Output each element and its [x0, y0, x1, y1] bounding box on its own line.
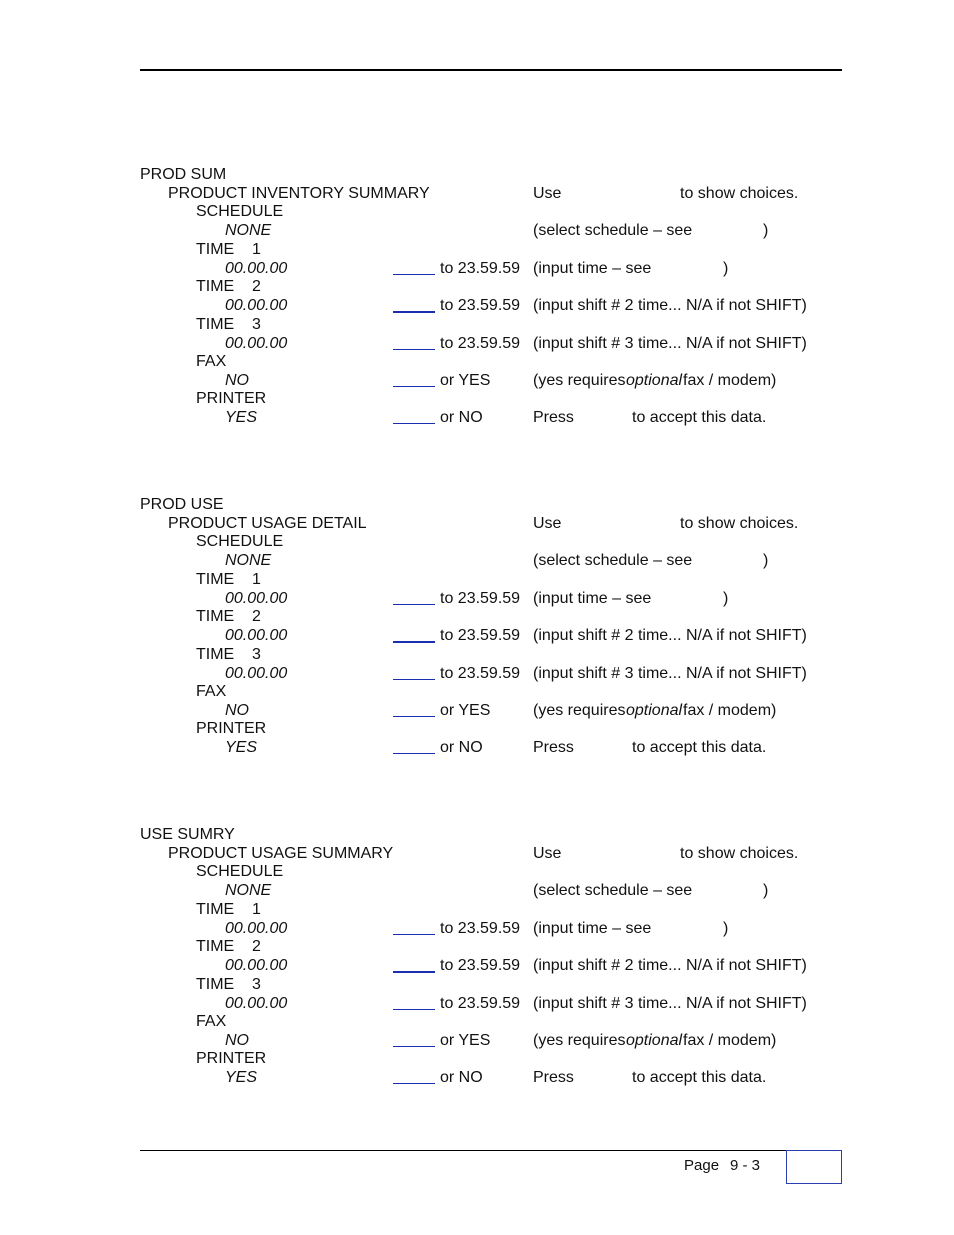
time-entry-blank — [393, 1009, 435, 1010]
time-value: 00.00.00 — [225, 297, 288, 314]
show-choices-text: to show choices. — [680, 185, 799, 202]
time-range: to 23.59.59 — [440, 590, 521, 607]
close-paren: ) — [723, 590, 729, 607]
time-entry-blank — [393, 971, 435, 973]
section-title: PRODUCT INVENTORY SUMMARY — [168, 185, 430, 202]
fax-note-optional: optional — [626, 1032, 683, 1049]
page-tab-box — [786, 1150, 842, 1184]
press-text: Press — [533, 739, 574, 756]
time-range: to 23.59.59 — [440, 920, 521, 937]
printer-value: YES — [225, 409, 258, 426]
report-section — [0, 165, 954, 465]
section-code: PROD USE — [140, 496, 224, 513]
section-title: PRODUCT USAGE SUMMARY — [168, 845, 394, 862]
fax-alt: or YES — [440, 1032, 491, 1049]
time-range: to 23.59.59 — [440, 627, 521, 644]
shift3-note: (input shift # 3 time... N/A if not SHIFT) — [533, 335, 807, 352]
close-paren: ) — [723, 260, 729, 277]
time-range: to 23.59.59 — [440, 297, 521, 314]
shift3-note: (input shift # 3 time... N/A if not SHIFT) — [533, 665, 807, 682]
section-title: PRODUCT USAGE DETAIL — [168, 515, 367, 532]
shift3-note: (input shift # 3 time... N/A if not SHIFT) — [533, 995, 807, 1012]
select-schedule-note: (select schedule – see — [533, 222, 693, 239]
time-range: to 23.59.59 — [440, 260, 521, 277]
section-code: USE SUMRY — [140, 826, 235, 843]
printer-value: YES — [225, 739, 258, 756]
fax-entry-blank — [393, 716, 435, 717]
time-value: 00.00.00 — [225, 665, 288, 682]
time-entry-blank — [393, 679, 435, 680]
time-value: 00.00.00 — [225, 260, 288, 277]
input-time-note: (input time – see — [533, 920, 652, 937]
printer-alt: or NO — [440, 409, 483, 426]
footer-rule — [140, 1150, 842, 1151]
time-range: to 23.59.59 — [440, 995, 521, 1012]
schedule-label: SCHEDULE — [196, 203, 284, 220]
time-value: 00.00.00 — [225, 957, 288, 974]
fax-note-optional: optional — [626, 372, 683, 389]
time-value: 00.00.00 — [225, 995, 288, 1012]
time-label: TIME — [196, 976, 235, 993]
time-number: 2 — [252, 278, 261, 295]
schedule-value: NONE — [225, 552, 272, 569]
time-label: TIME — [196, 278, 235, 295]
fax-value: NO — [225, 372, 249, 389]
fax-label: FAX — [196, 353, 227, 370]
time-label: TIME — [196, 241, 235, 258]
input-time-note: (input time – see — [533, 590, 652, 607]
schedule-label: SCHEDULE — [196, 863, 284, 880]
time-number: 2 — [252, 608, 261, 625]
use-text: Use — [533, 845, 562, 862]
report-section — [0, 825, 954, 1125]
printer-alt: or NO — [440, 1069, 483, 1086]
fax-label: FAX — [196, 1013, 227, 1030]
accept-text: to accept this data. — [632, 739, 767, 756]
printer-label: PRINTER — [196, 720, 267, 737]
press-text: Press — [533, 409, 574, 426]
report-section — [0, 495, 954, 795]
show-choices-text: to show choices. — [680, 515, 799, 532]
printer-value: YES — [225, 1069, 258, 1086]
close-paren: ) — [763, 222, 769, 239]
section-code: PROD SUM — [140, 166, 227, 183]
fax-entry-blank — [393, 386, 435, 387]
shift2-note: (input shift # 2 time... N/A if not SHIFT) — [533, 957, 807, 974]
printer-label: PRINTER — [196, 390, 267, 407]
fax-note-post: fax / modem) — [683, 372, 777, 389]
printer-label: PRINTER — [196, 1050, 267, 1067]
shift2-note: (input shift # 2 time... N/A if not SHIFT) — [533, 627, 807, 644]
select-schedule-note: (select schedule – see — [533, 882, 693, 899]
printer-entry-blank — [393, 1083, 435, 1084]
input-time-note: (input time – see — [533, 260, 652, 277]
fax-label: FAX — [196, 683, 227, 700]
select-schedule-note: (select schedule – see — [533, 552, 693, 569]
time-range: to 23.59.59 — [440, 335, 521, 352]
printer-entry-blank — [393, 423, 435, 424]
page-label: Page — [684, 1157, 720, 1174]
time-label: TIME — [196, 316, 235, 333]
fax-alt: or YES — [440, 372, 491, 389]
fax-note-pre: (yes requires — [533, 372, 626, 389]
close-paren: ) — [763, 882, 769, 899]
printer-entry-blank — [393, 753, 435, 754]
fax-note-pre: (yes requires — [533, 702, 626, 719]
time-range: to 23.59.59 — [440, 665, 521, 682]
fax-note-post: fax / modem) — [683, 1032, 777, 1049]
fax-note-optional: optional — [626, 702, 683, 719]
press-text: Press — [533, 1069, 574, 1086]
schedule-value: NONE — [225, 222, 272, 239]
show-choices-text: to show choices. — [680, 845, 799, 862]
time-number: 3 — [252, 646, 261, 663]
accept-text: to accept this data. — [632, 409, 767, 426]
fax-value: NO — [225, 702, 249, 719]
fax-note-pre: (yes requires — [533, 1032, 626, 1049]
time-entry-blank — [393, 349, 435, 350]
fax-entry-blank — [393, 1046, 435, 1047]
fax-note-post: fax / modem) — [683, 702, 777, 719]
time-label: TIME — [196, 938, 235, 955]
page-number: 9 - 3 — [730, 1157, 761, 1174]
time-number: 1 — [252, 571, 261, 588]
time-value: 00.00.00 — [225, 627, 288, 644]
time-label: TIME — [196, 901, 235, 918]
time-value: 00.00.00 — [225, 590, 288, 607]
time-value: 00.00.00 — [225, 920, 288, 937]
use-text: Use — [533, 185, 562, 202]
time-label: TIME — [196, 646, 235, 663]
time-entry-blank — [393, 641, 435, 643]
time-entry-blank — [393, 604, 435, 605]
accept-text: to accept this data. — [632, 1069, 767, 1086]
close-paren: ) — [763, 552, 769, 569]
time-range: to 23.59.59 — [440, 957, 521, 974]
schedule-value: NONE — [225, 882, 272, 899]
shift2-note: (input shift # 2 time... N/A if not SHIFT) — [533, 297, 807, 314]
time-entry-blank — [393, 274, 435, 275]
time-number: 1 — [252, 901, 261, 918]
time-entry-blank — [393, 311, 435, 313]
time-number: 3 — [252, 316, 261, 333]
time-number: 2 — [252, 938, 261, 955]
close-paren: ) — [723, 920, 729, 937]
header-rule — [140, 69, 842, 71]
fax-value: NO — [225, 1032, 249, 1049]
time-label: TIME — [196, 571, 235, 588]
time-value: 00.00.00 — [225, 335, 288, 352]
time-number: 3 — [252, 976, 261, 993]
time-entry-blank — [393, 934, 435, 935]
schedule-label: SCHEDULE — [196, 533, 284, 550]
fax-alt: or YES — [440, 702, 491, 719]
use-text: Use — [533, 515, 562, 532]
time-number: 1 — [252, 241, 261, 258]
printer-alt: or NO — [440, 739, 483, 756]
time-label: TIME — [196, 608, 235, 625]
